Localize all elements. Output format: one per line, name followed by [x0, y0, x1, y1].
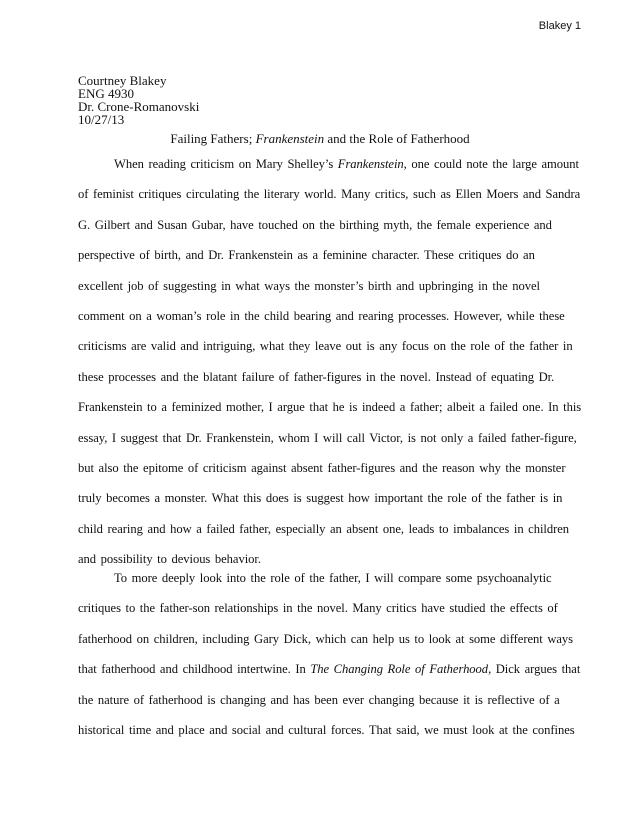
paragraph-line: truly becomes a monster. What this does is suggest how important the role of the father is in: [78, 491, 563, 506]
paragraph-line: historical time and place and social and cultural forces. That said, we must look at the confines: [78, 722, 575, 737]
paragraph-line: but also the epitome of criticism against absent father-figures and the reason why the monster: [78, 460, 566, 475]
text-run-italic: The Changing Role of Fatherhood: [310, 662, 489, 677]
paragraph-line: To more deeply look into the role of the father, I will compare some psychoanalytic: [114, 571, 552, 585]
paragraph-line: the nature of fatherhood is changing and has been ever changing because it is reflective of a: [78, 692, 560, 707]
paper-date: 10/27/13: [78, 112, 125, 127]
course-code: ENG 4930: [78, 86, 134, 101]
paragraph-line: Frankenstein to a feminized mother, I argue that he is indeed a father; albeit a failed one. In this: [78, 400, 582, 415]
paragraph-line: these processes and the blatant failure of father-figures in the novel. Instead of equating Dr.: [78, 369, 555, 384]
paragraph-line: excellent job of suggesting in what ways the monster’s birth and upbringing in the novel: [78, 278, 540, 293]
author-name: Courtney Blakey: [78, 73, 167, 88]
paragraph-line: and possibility to devious behavior.: [78, 552, 261, 567]
paragraph-line: essay, I suggest that Dr. Frankenstein, whom I will call Victor, is not only a failed father-figure,: [78, 430, 577, 445]
mla-heading: [78, 74, 199, 126]
text-run: that fatherhood and childhood intertwine. In: [78, 662, 311, 677]
paragraph-1: [78, 154, 582, 579]
text-run: , Dick argues that: [488, 662, 581, 677]
running-head: Blakey 1: [538, 20, 581, 32]
paragraph-line: comment on a woman’s role in the child bearing and rearing processes. However, while these: [78, 308, 565, 323]
text-run: When reading criticism on Mary Shelley’s: [114, 157, 338, 171]
paragraph-line: criticisms are valid and intriguing, what they leave out is any focus on the role of the father in: [78, 339, 573, 354]
title-italic: Frankenstein: [255, 131, 325, 146]
paragraph-line: [78, 154, 579, 184]
paragraph-line: of feminist critiques circulating the literary world. Many critics, such as Ellen Moers and Sandra: [78, 187, 581, 202]
instructor-name: Dr. Crone-Romanovski: [78, 99, 200, 114]
paragraph-line: child rearing and how a failed father, especially an absent one, leads to imbalances in children: [78, 521, 570, 536]
paragraph-line: G. Gilbert and Susan Gubar, have touched on the birthing myth, the female experience and: [78, 217, 552, 232]
paragraph-2: [78, 568, 581, 750]
text-run-italic: Frankenstein: [337, 157, 404, 171]
paragraph-line: perspective of birth, and Dr. Frankenstein as a feminine character. These critiques do an: [78, 248, 535, 263]
paragraph-line: fatherhood on children, including Gary Dick, which can help us to look at some different ways: [78, 631, 574, 646]
text-run: , one could note the large amount: [403, 157, 579, 171]
title-pre: Failing Fathers;: [170, 131, 256, 146]
paragraph-line: critiques to the father-son relationships in the novel. Many critics have studied the effects of: [78, 601, 558, 616]
paper-title: [0, 131, 638, 147]
paragraph-line: [78, 659, 581, 689]
title-post: and the Role of Fatherhood: [324, 131, 470, 146]
